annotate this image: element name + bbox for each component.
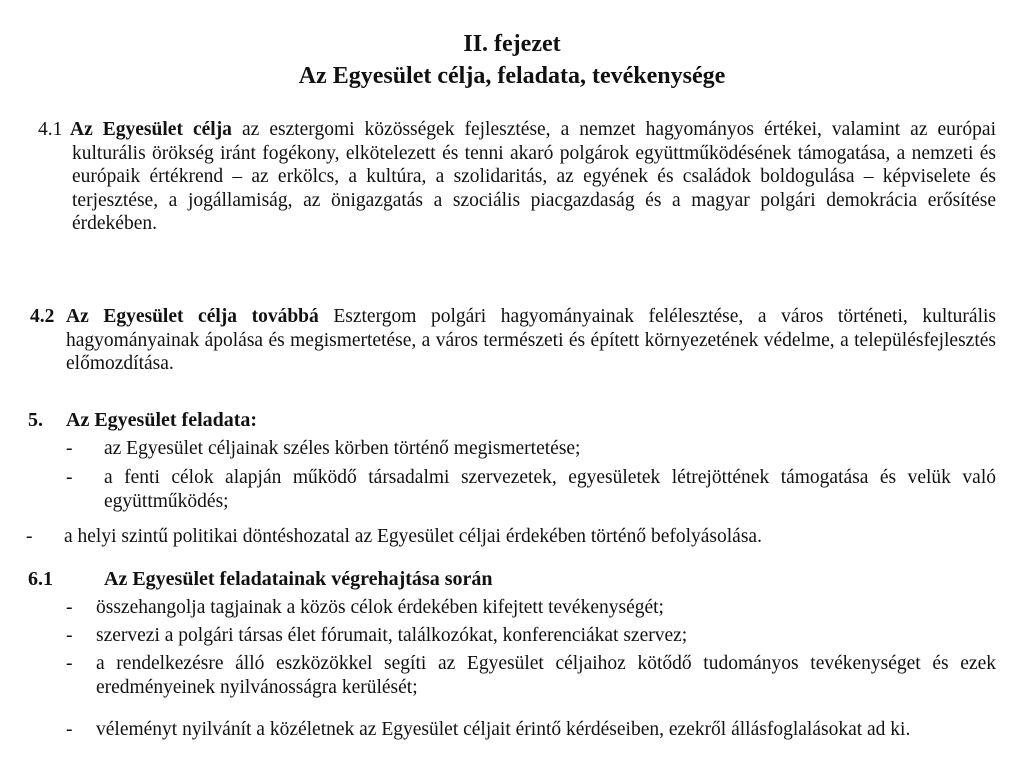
list-item-text: a fenti célok alapján működő társadalmi szervezetek, egyesületek létrejöttének támogatása és velük való együttműködés; (104, 467, 996, 512)
list-item-text: a helyi szintű politikai döntéshozatal az Egyesület céljai érdekében történő befolyásolása. (64, 526, 762, 547)
list-item-text: véleményt nyilvánít a közéletnek az Egyesület céljait érintő kérdéseiben, ezekről állásfoglalásokat ad ki. (96, 719, 911, 740)
bullet-dash: - (66, 597, 73, 618)
bullet-dash: - (66, 719, 73, 740)
section-number: 6.1 (28, 568, 53, 590)
section-number: 4.1 (38, 119, 63, 140)
bullet-dash: - (66, 625, 73, 646)
section-number: 5. (28, 409, 43, 431)
section-text: Esztergom polgári hagyományainak felélesztése, a város történeti, kulturális hagyományainak ápolása és megismertetése, a város természeti és épített környezetének védelme, a településfejlesztés előmozdítása. (66, 306, 996, 374)
section-lead: Az Egyesület célja továbbá (66, 306, 319, 327)
section-paragraph (72, 118, 996, 236)
bullet-dash: - (26, 526, 33, 547)
section-heading: Az Egyesület feladatainak végrehajtása során (104, 568, 493, 590)
section-paragraph (66, 305, 996, 376)
list-item-text: a rendelkezésre álló eszközökkel segíti az Egyesület céljaihoz kötődő tudományos tevékenységet és ezek eredményeinek nyilvánosságra kerülését; (96, 653, 996, 698)
section-number: 4.2 (30, 306, 55, 327)
chapter-title: Az Egyesület célja, feladata, tevékenysége (298, 63, 726, 89)
list-item-text: összehangolja tagjainak a közös célok érdekében kifejtett tevékenységét; (96, 597, 664, 618)
bullet-dash: - (66, 467, 73, 488)
bullet-dash: - (66, 653, 73, 674)
bullet-dash: - (66, 438, 73, 459)
list-item-text: az Egyesület céljainak széles körben történő megismertetése; (104, 438, 581, 459)
list-item-text: szervezi a polgári társas élet fórumait, találkozókat, konferenciákat szervez; (96, 625, 688, 646)
chapter-number: II. fejezet (463, 31, 561, 57)
section-heading: Az Egyesület feladata: (66, 409, 258, 431)
section-text: az esztergomi közösségek fejlesztése, a nemzet hagyományos értékei, valamint az európai kulturális örökség iránt fogékony, elkötelezett és tenni akaró polgárok együttműködésének támogatása, a nemzeti és európaik értékrend – az erkölcs, a kultúra, a szolidaritás, az egyének és családok boldogulása – képviselete és terjesztése, a jogállamiság, az önigazgatás a szociális piacgazdaság és a magyar polgári demokrácia erősítése érdekében. (72, 119, 996, 234)
section-lead: Az Egyesület célja (70, 119, 232, 140)
